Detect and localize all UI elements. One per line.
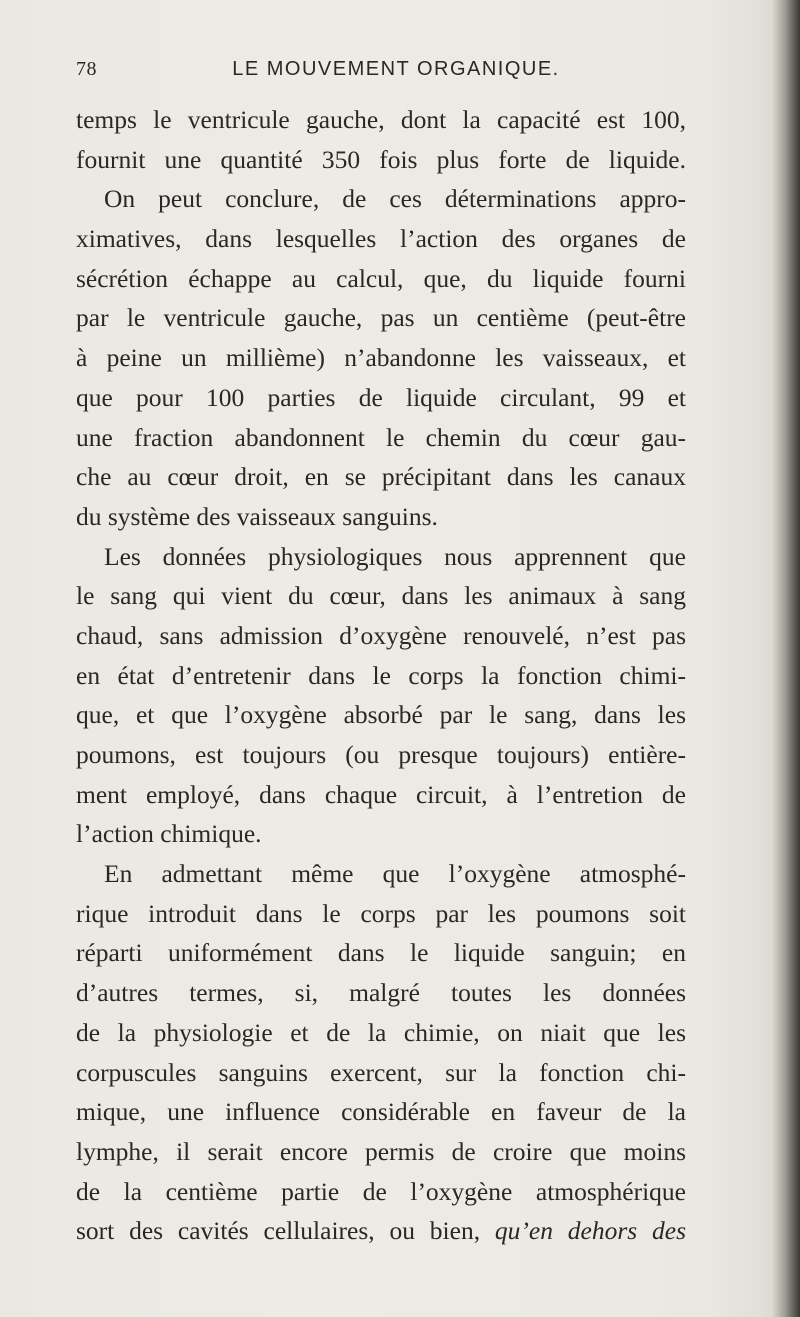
text-line-content: On peut conclure, de ces déterminations appro- <box>104 184 686 214</box>
text-line-content: de la centième partie de l’oxygène atmosphérique <box>76 1176 686 1206</box>
text-line-content: à peine un millième) n’abandonne les vaisseaux, et <box>76 343 686 373</box>
text-line <box>76 1092 686 1132</box>
page-header <box>76 58 716 86</box>
text-line-content: ximatives, dans lesquelles l’action des organes de <box>76 224 686 254</box>
text-line-content: du système des vaisseaux sanguins. <box>76 501 438 531</box>
page-number: 78 <box>76 58 97 80</box>
text-line-content: une fraction abandonnent le chemin du cœur gau- <box>76 422 686 452</box>
text-line <box>76 457 686 497</box>
text-line-content: sort des cavités cellulaires, ou bien, <box>76 1216 481 1246</box>
running-title: LE MOUVEMENT ORGANIQUE. <box>232 58 560 80</box>
text-line <box>76 259 686 299</box>
text-line-content: réparti uniformément dans le liquide sanguin; en <box>76 938 686 968</box>
text-line <box>76 973 686 1013</box>
text-line-content: En admettant même que l’oxygène atmosphé- <box>104 859 686 889</box>
text-line <box>76 219 686 259</box>
text-line-content: l’action chimique. <box>76 819 262 849</box>
text-line-content: temps le ventricule gauche, dont la capacité est 100, <box>76 105 686 134</box>
text-line-content: corpuscules sanguins exercent, sur la fonction chi- <box>76 1057 686 1087</box>
text-line <box>76 656 686 696</box>
text-line <box>76 695 686 735</box>
text-line <box>76 179 686 219</box>
text-line-content: par le ventricule gauche, pas un centième (peut-être <box>76 303 686 333</box>
text-line <box>76 933 686 973</box>
text-line <box>76 576 686 616</box>
text-line-content: mique, une influence considérable en faveur de la <box>76 1097 686 1127</box>
text-line <box>76 814 686 854</box>
text-line <box>76 537 686 577</box>
text-line <box>76 735 686 775</box>
page-edge-shadow <box>772 0 800 1317</box>
text-line <box>76 298 686 338</box>
text-line <box>76 378 686 418</box>
text-line-content: che au cœur droit, en se précipitant dans les canaux <box>76 462 686 492</box>
text-line <box>76 1172 686 1212</box>
text-line-content: de la physiologie et de la chimie, on niait que les <box>76 1017 686 1047</box>
text-line <box>76 418 686 458</box>
text-line-content: ment employé, dans chaque circuit, à l’entretion de <box>76 779 686 809</box>
text-line <box>76 100 686 140</box>
text-line-content: le sang qui vient du cœur, dans les animaux à sang <box>76 581 686 611</box>
text-line <box>76 1132 686 1172</box>
text-line-content: fournit une quantité 350 fois plus forte de liquide. <box>76 144 686 174</box>
text-line <box>76 338 686 378</box>
text-line <box>76 894 686 934</box>
text-line-content: rique introduit dans le corps par les poumons soit <box>76 898 686 928</box>
text-line <box>76 1013 686 1053</box>
text-line-content: Les données physiologiques nous apprennent que <box>104 541 686 571</box>
text-line-content: que, et que l’oxygène absorbé par le sang, dans les <box>76 700 686 730</box>
text-line <box>76 1053 686 1093</box>
text-line <box>76 775 686 815</box>
text-line-content: sécrétion échappe au calcul, que, du liquide fourni <box>76 263 686 293</box>
text-line-content: que pour 100 parties de liquide circulant, 99 et <box>76 382 686 412</box>
text-line <box>76 497 686 537</box>
text-line-content: chaud, sans admission d’oxygène renouvelé, n’est pas <box>76 620 686 650</box>
text-line <box>76 854 686 894</box>
text-line-content: poumons, est toujours (ou presque toujours) entière- <box>76 740 686 769</box>
body-text <box>76 100 686 1251</box>
text-line-content: d’autres termes, si, malgré toutes les données <box>76 978 686 1008</box>
text-line-content: lymphe, il serait encore permis de croire que moins <box>76 1136 686 1166</box>
text-line <box>76 1211 686 1251</box>
text-line <box>76 140 686 180</box>
text-line <box>76 616 686 656</box>
italic-text: qu’en dehors des <box>494 1216 687 1246</box>
text-line-content: en état d’entretenir dans le corps la fonction chimi- <box>76 660 686 690</box>
